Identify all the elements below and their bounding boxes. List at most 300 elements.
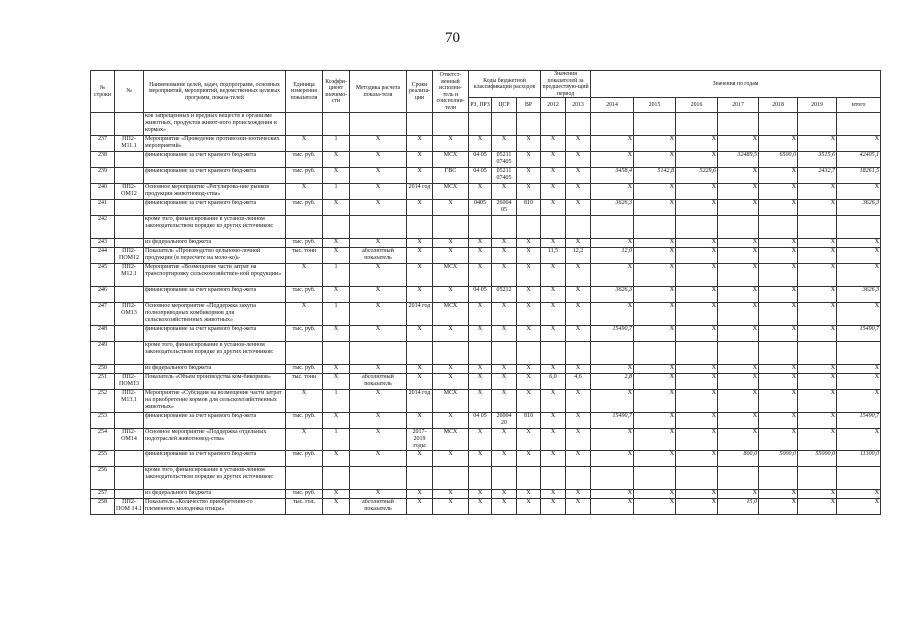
row-coef: 1 [323, 303, 350, 326]
row-code: ПП2-М11.1 [115, 136, 144, 152]
row-unit: Х [286, 303, 323, 326]
row-2017: Х [718, 365, 759, 374]
row-2019: Х [798, 248, 837, 264]
row-2017: Х [718, 429, 759, 451]
row-executor: МСХ [433, 264, 469, 287]
row-vr: Х [517, 429, 541, 451]
row-2016: Х [676, 239, 718, 248]
row-2017: Х [718, 490, 759, 499]
row-2015 [634, 113, 676, 136]
row-2013: Х [566, 136, 591, 152]
row-2016: Х [676, 413, 718, 429]
row-2014: 15490,7 [591, 326, 634, 342]
row-2014: Х [591, 429, 634, 451]
row-total: Х [837, 429, 881, 451]
row-2013: Х [566, 490, 591, 499]
row-unit: тыс. руб. [286, 490, 323, 499]
row-number: 253 [91, 413, 115, 429]
row-method: абсолютный показатель [350, 499, 407, 515]
row-2018: Х [759, 136, 798, 152]
row-code: ПП2-ОМ12 [115, 184, 144, 200]
table-row [91, 499, 881, 515]
row-coef [323, 113, 350, 136]
row-vr [517, 342, 541, 365]
row-executor [433, 467, 469, 490]
row-csr: Х [492, 451, 517, 467]
row-csr [492, 467, 517, 490]
row-2016: Х [676, 490, 718, 499]
row-total: Х [837, 490, 881, 499]
row-2019: 2432,7 [798, 168, 837, 184]
row-method: Х [350, 136, 407, 152]
row-2016 [676, 216, 718, 239]
row-2014: 3626,3 [591, 287, 634, 303]
row-vr: 810 [517, 413, 541, 429]
row-number: 238 [91, 152, 115, 168]
row-2016: Х [676, 287, 718, 303]
row-rz: Х [469, 239, 492, 248]
row-name: Основное мероприятие «Поддержка отдельных подотраслей животновод-ства» [144, 429, 286, 451]
row-2014 [591, 342, 634, 365]
row-2017 [718, 342, 759, 365]
row-rz: Х [469, 451, 492, 467]
row-2015 [634, 342, 676, 365]
row-2015: Х [634, 287, 676, 303]
row-2016 [676, 113, 718, 136]
row-unit: Х [286, 429, 323, 451]
row-2013: Х [566, 152, 591, 168]
row-executor: МСХ [433, 303, 469, 326]
row-coef [323, 216, 350, 239]
row-term: Х [407, 136, 433, 152]
row-coef [323, 342, 350, 365]
row-executor: Х [433, 490, 469, 499]
row-2015: Х [634, 390, 676, 413]
row-executor [433, 342, 469, 365]
row-executor: МСХ [433, 390, 469, 413]
header-unit: Единица измерения показателя [286, 71, 323, 113]
row-code: ПП2-ПОМ 14.1 [115, 499, 144, 515]
row-2018: Х [759, 390, 798, 413]
table-row [91, 184, 881, 200]
row-2012: Х [541, 390, 566, 413]
row-term: 2017-2019 годы [407, 429, 433, 451]
row-2012: Х [541, 136, 566, 152]
row-code: ПП2-ПОМ13 [115, 374, 144, 390]
table-row [91, 168, 881, 184]
row-2016: Х [676, 152, 718, 168]
row-2018: Х [759, 413, 798, 429]
row-coef: Х [323, 152, 350, 168]
row-2018: Х [759, 248, 798, 264]
row-unit: тыс. тонн [286, 248, 323, 264]
row-name: Показатель «Объем производства ком-бикормов» [144, 374, 286, 390]
row-number: 248 [91, 326, 115, 342]
row-2019: Х [798, 136, 837, 152]
row-code [115, 168, 144, 184]
row-2013: Х [566, 326, 591, 342]
row-2019: Х [798, 413, 837, 429]
row-2016: Х [676, 429, 718, 451]
program-table [90, 70, 881, 515]
row-2015 [634, 216, 676, 239]
header-total: итого [837, 98, 881, 113]
row-2012: Х [541, 264, 566, 287]
row-2016: Х [676, 499, 718, 515]
row-rz: Х [469, 326, 492, 342]
row-2014: Х [591, 136, 634, 152]
header-2019: 2019 [798, 98, 837, 113]
table-row [91, 413, 881, 429]
row-2017: Х [718, 413, 759, 429]
row-code [115, 113, 144, 136]
row-executor: МСХ [433, 429, 469, 451]
row-2014: Х [591, 184, 634, 200]
row-total: 11300,0 [837, 451, 881, 467]
row-2018: Х [759, 326, 798, 342]
row-coef: Х [323, 451, 350, 467]
table-row [91, 303, 881, 326]
row-method: Х [350, 200, 407, 216]
row-2019: Х [798, 200, 837, 216]
row-coef: 1 [323, 264, 350, 287]
row-2018: 6500,0 [759, 152, 798, 168]
row-2015 [634, 467, 676, 490]
row-coef: Х [323, 200, 350, 216]
row-coef: 1 [323, 136, 350, 152]
row-method [350, 467, 407, 490]
row-executor: Х [433, 451, 469, 467]
row-unit [286, 342, 323, 365]
row-unit [286, 113, 323, 136]
row-2018 [759, 216, 798, 239]
row-2014: 3626,3 [591, 200, 634, 216]
header-executor: Ответст-венный исполни-тель и соисполни-тели [433, 71, 469, 113]
row-number: 237 [91, 136, 115, 152]
row-unit: Х [286, 390, 323, 413]
row-term: Х [407, 374, 433, 390]
row-code [115, 342, 144, 365]
row-method: Х [350, 326, 407, 342]
row-number: 257 [91, 490, 115, 499]
row-2012: Х [541, 287, 566, 303]
row-rz: Х [469, 248, 492, 264]
header-code-no: № [115, 71, 144, 113]
row-2014: Х [591, 490, 634, 499]
row-csr: 26004 20 [492, 413, 517, 429]
row-2019: Х [798, 374, 837, 390]
row-2015: Х [634, 136, 676, 152]
row-2016: Х [676, 136, 718, 152]
row-2015: Х [634, 152, 676, 168]
table-row [91, 152, 881, 168]
row-unit: Х [286, 264, 323, 287]
row-total: Х [837, 136, 881, 152]
table-row [91, 216, 881, 239]
row-2014: 3458,4 [591, 168, 634, 184]
row-2017: Х [718, 136, 759, 152]
row-2017: Х [718, 287, 759, 303]
row-2017: Х [718, 184, 759, 200]
row-2017: Х [718, 326, 759, 342]
row-vr: Х [517, 184, 541, 200]
row-coef: Х [323, 168, 350, 184]
table-row [91, 239, 881, 248]
row-2019: Х [798, 184, 837, 200]
row-2018: Х [759, 303, 798, 326]
row-coef: Х [323, 365, 350, 374]
row-2017: Х [718, 168, 759, 184]
row-2015: Х [634, 413, 676, 429]
row-2012: Х [541, 303, 566, 326]
row-unit: тыс. руб. [286, 200, 323, 216]
row-csr: 05211 07405 [492, 168, 517, 184]
row-term [407, 467, 433, 490]
row-total: 3626,3 [837, 287, 881, 303]
row-rz: Х [469, 499, 492, 515]
row-unit: тыс. руб. [286, 365, 323, 374]
header-method: Методика расчета показа-теля [350, 71, 407, 113]
row-total: Х [837, 264, 881, 287]
row-csr: Х [492, 365, 517, 374]
row-2016: Х [676, 365, 718, 374]
row-csr [492, 216, 517, 239]
row-2014: Х [591, 365, 634, 374]
row-2015: Х [634, 374, 676, 390]
row-unit: тыс. руб. [286, 239, 323, 248]
row-2019: Х [798, 303, 837, 326]
row-2019: Х [798, 390, 837, 413]
row-term: 2014 год [407, 184, 433, 200]
header-2017: 2017 [718, 98, 759, 113]
row-vr: Х [517, 287, 541, 303]
row-coef: Х [323, 413, 350, 429]
row-unit: тыс. руб. [286, 287, 323, 303]
row-name: кроме того, финансирование в установ-ленном законодательством порядке из других источников: [144, 342, 286, 365]
row-2012: Х [541, 413, 566, 429]
row-2016 [676, 467, 718, 490]
row-2013: Х [566, 303, 591, 326]
table-row [91, 365, 881, 374]
row-csr: Х [492, 429, 517, 451]
row-unit [286, 467, 323, 490]
row-name: финансирование за счет краевого бюд-жета [144, 451, 286, 467]
row-2013: Х [566, 451, 591, 467]
table-row [91, 136, 881, 152]
row-rz [469, 467, 492, 490]
row-2014: Х [591, 303, 634, 326]
row-term: 2014 год [407, 303, 433, 326]
row-number [91, 113, 115, 136]
row-2018 [759, 113, 798, 136]
row-coef: Х [323, 248, 350, 264]
row-method: Х [350, 451, 407, 467]
row-rz: Х [469, 429, 492, 451]
row-2017 [718, 113, 759, 136]
row-2019 [798, 216, 837, 239]
row-rz: Х [469, 264, 492, 287]
row-number: 244 [91, 248, 115, 264]
row-number: 243 [91, 239, 115, 248]
row-vr: Х [517, 374, 541, 390]
row-2013 [566, 113, 591, 136]
row-2014: Х [591, 264, 634, 287]
row-vr: Х [517, 136, 541, 152]
row-2016: 5229,6 [676, 168, 718, 184]
row-2015: Х [634, 239, 676, 248]
table-row [91, 287, 881, 303]
row-csr: Х [492, 184, 517, 200]
row-name: финансирование за счет краевого бюд-жета [144, 287, 286, 303]
row-2016: Х [676, 326, 718, 342]
row-rz: Х [469, 374, 492, 390]
row-term: Х [407, 490, 433, 499]
row-2013 [566, 216, 591, 239]
row-executor [433, 113, 469, 136]
page-number: 70 [445, 30, 460, 46]
row-executor: Х [433, 326, 469, 342]
row-code [115, 326, 144, 342]
row-vr: Х [517, 451, 541, 467]
row-2017 [718, 216, 759, 239]
row-csr: Х [492, 490, 517, 499]
row-name: из федерального бюджета [144, 365, 286, 374]
row-number: 242 [91, 216, 115, 239]
row-total: Х [837, 374, 881, 390]
row-total: Х [837, 248, 881, 264]
row-2012: Х [541, 168, 566, 184]
row-2012: Х [541, 152, 566, 168]
row-total [837, 342, 881, 365]
row-total: 18261,5 [837, 168, 881, 184]
row-name: из федерального бюджета [144, 490, 286, 499]
row-number: 254 [91, 429, 115, 451]
row-vr: Х [517, 365, 541, 374]
header-vr: ВР [517, 98, 541, 113]
row-executor: МСХ [433, 152, 469, 168]
row-2017: 800,0 [718, 451, 759, 467]
row-executor: Х [433, 365, 469, 374]
table-row [91, 374, 881, 390]
row-2012: Х [541, 365, 566, 374]
row-2015: 5142,8 [634, 168, 676, 184]
row-unit [286, 216, 323, 239]
row-executor: Х [433, 499, 469, 515]
row-2018: Х [759, 264, 798, 287]
table-row [91, 326, 881, 342]
row-2016: Х [676, 303, 718, 326]
row-term [407, 342, 433, 365]
header-row-no: № строки [91, 71, 115, 113]
row-2015: Х [634, 200, 676, 216]
row-name: Основное мероприятие «Поддержка закупа полноприводных комбикормов для сельскохозяйственных животных» [144, 303, 286, 326]
row-2017 [718, 467, 759, 490]
row-2013: 12,2 [566, 248, 591, 264]
row-number: 247 [91, 303, 115, 326]
row-rz [469, 216, 492, 239]
row-rz: Х [469, 490, 492, 499]
row-2012: Х [541, 184, 566, 200]
row-coef: Х [323, 326, 350, 342]
row-coef [323, 467, 350, 490]
row-vr: Х [517, 499, 541, 515]
row-2015: Х [634, 264, 676, 287]
row-rz [469, 342, 492, 365]
row-term [407, 113, 433, 136]
row-csr: Х [492, 136, 517, 152]
row-term: Х [407, 264, 433, 287]
row-csr: Х [492, 499, 517, 515]
table-row [91, 467, 881, 490]
row-name: кроме того, финансирование в установ-ленном законодательством порядке из других источников: [144, 216, 286, 239]
row-name: Мероприятие «Проведение противоэпи-зоотических мероприятий» [144, 136, 286, 152]
row-2012 [541, 467, 566, 490]
row-csr: Х [492, 239, 517, 248]
row-2015: Х [634, 326, 676, 342]
row-vr: 810 [517, 200, 541, 216]
row-2014 [591, 113, 634, 136]
row-name: финансирование за счет краевого бюд-жета [144, 413, 286, 429]
row-rz: 04 05 [469, 413, 492, 429]
row-2016: Х [676, 248, 718, 264]
row-method: Х [350, 303, 407, 326]
row-2017: Х [718, 248, 759, 264]
row-2017: Х [718, 200, 759, 216]
row-unit: тыс. руб. [286, 168, 323, 184]
row-2015: Х [634, 429, 676, 451]
header-budget-codes: Коды бюджетной классификации расходов [469, 71, 541, 98]
row-2012 [541, 113, 566, 136]
row-2018: Х [759, 365, 798, 374]
table-row [91, 342, 881, 365]
row-code [115, 287, 144, 303]
row-2013: Х [566, 365, 591, 374]
row-method [350, 216, 407, 239]
row-name: финансирование за счет краевого бюд-жета [144, 326, 286, 342]
row-coef: 1 [323, 184, 350, 200]
row-2016: Х [676, 184, 718, 200]
row-2018 [759, 467, 798, 490]
row-term [407, 216, 433, 239]
row-term: Х [407, 499, 433, 515]
row-code: ПП2-ПОМ12 [115, 248, 144, 264]
row-number: 256 [91, 467, 115, 490]
header-2014: 2014 [591, 98, 634, 113]
row-vr: Х [517, 490, 541, 499]
row-2013: Х [566, 499, 591, 515]
row-number: 245 [91, 264, 115, 287]
row-2013: Х [566, 390, 591, 413]
row-executor: Х [433, 239, 469, 248]
header-year-values: Значения по годам [591, 71, 881, 98]
table-body [91, 113, 881, 515]
row-2014: Х [591, 499, 634, 515]
row-2018: Х [759, 287, 798, 303]
row-method: Х [350, 490, 407, 499]
header-2013: 2013 [566, 98, 591, 113]
row-2014: 15490,7 [591, 413, 634, 429]
row-2019: Х [798, 264, 837, 287]
row-name: из федерального бюджета [144, 239, 286, 248]
row-term: 2014 год [407, 390, 433, 413]
row-coef: 1 [323, 429, 350, 451]
row-code [115, 467, 144, 490]
row-coef: Х [323, 490, 350, 499]
row-executor: Х [433, 136, 469, 152]
row-vr: Х [517, 239, 541, 248]
table-row [91, 390, 881, 413]
row-2013: Х [566, 287, 591, 303]
